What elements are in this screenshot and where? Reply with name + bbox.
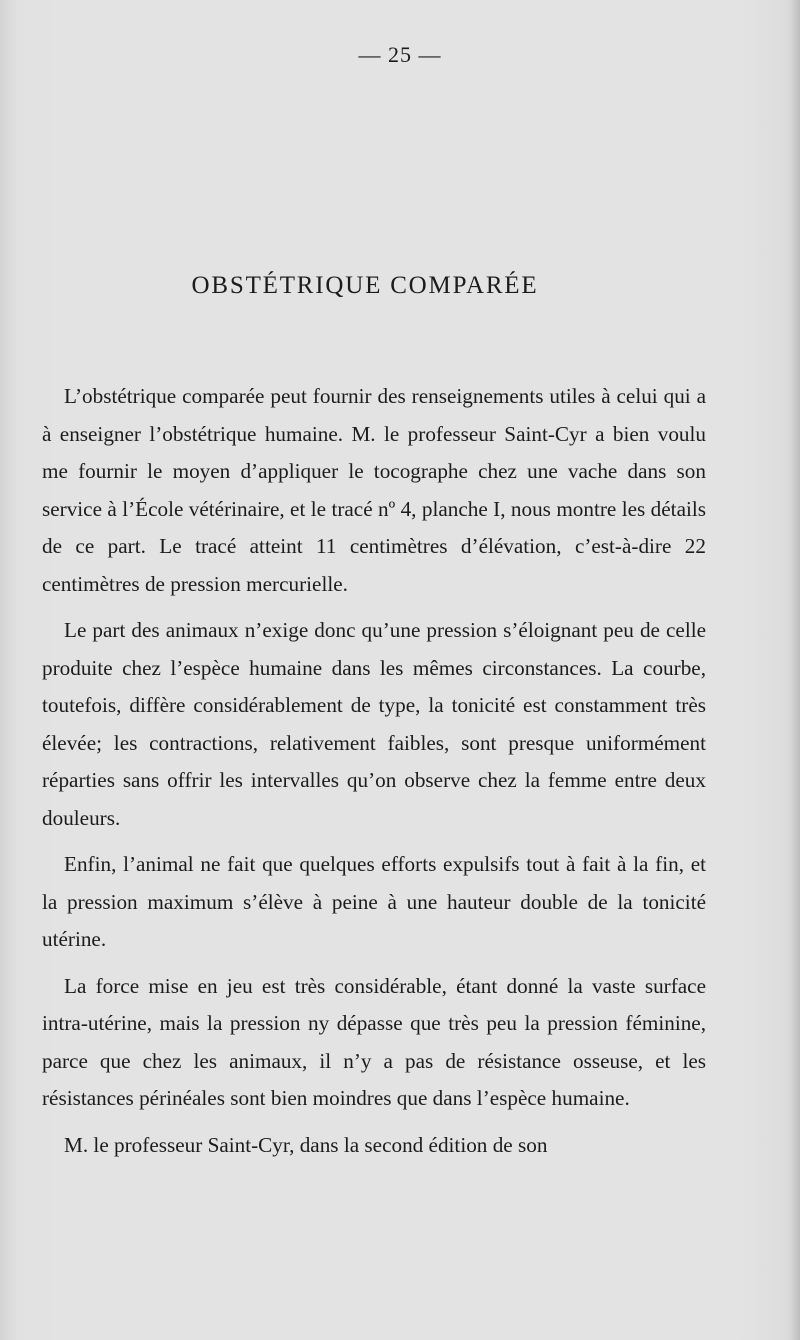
section-title: OBSTÉTRIQUE COMPARÉE	[191, 272, 539, 299]
paragraph: M. le professeur Saint-Cyr, dans la second édition de son	[64, 1132, 548, 1157]
page-edge-shadow	[790, 0, 800, 1340]
body-text	[42, 378, 706, 1173]
paragraph: Le part des animaux n’exige donc qu’une pression s’éloignant peu de celle produite chez l’espèce humaine dans les mêmes circonstances. La courbe, toutefois, diffère considérablement de type, la tonicité est constamment très élevée; les contractions, relativement faibles, sont presque uniformément réparties sans offrir les intervalles qu’on observe chez la femme entre deux douleurs.	[42, 618, 706, 830]
page-number: — 25 —	[358, 42, 442, 67]
paragraph: La force mise en jeu est très considérable, étant donné la vaste surface intra-utérine, mais la pression ny dépasse que très peu la pression féminine, parce que chez les animaux, il n’y a pas de résistance osseuse, et les résistances périnéales sont bien moindres que dans l’espèce humaine.	[42, 973, 706, 1110]
paragraph: Enfin, l’animal ne fait que quelques efforts expulsifs tout à fait à la fin, et la pression maximum s’élève à peine à une hauteur double de la tonicité utérine.	[42, 852, 706, 951]
paragraph: L’obstétrique comparée peut fournir des renseignements utiles à celui qui a à enseigner l’obstétrique humaine. M. le professeur Saint-Cyr a bien voulu me fournir le moyen d’appliquer le tocographe chez une vache dans son service à l’École vétérinaire, et le tracé nº 4, planche I, nous montre les détails de ce part. Le tracé atteint 11 centimètres d’élévation, c’est-à-dire 22 centimètres de pression mercurielle.	[42, 384, 706, 596]
